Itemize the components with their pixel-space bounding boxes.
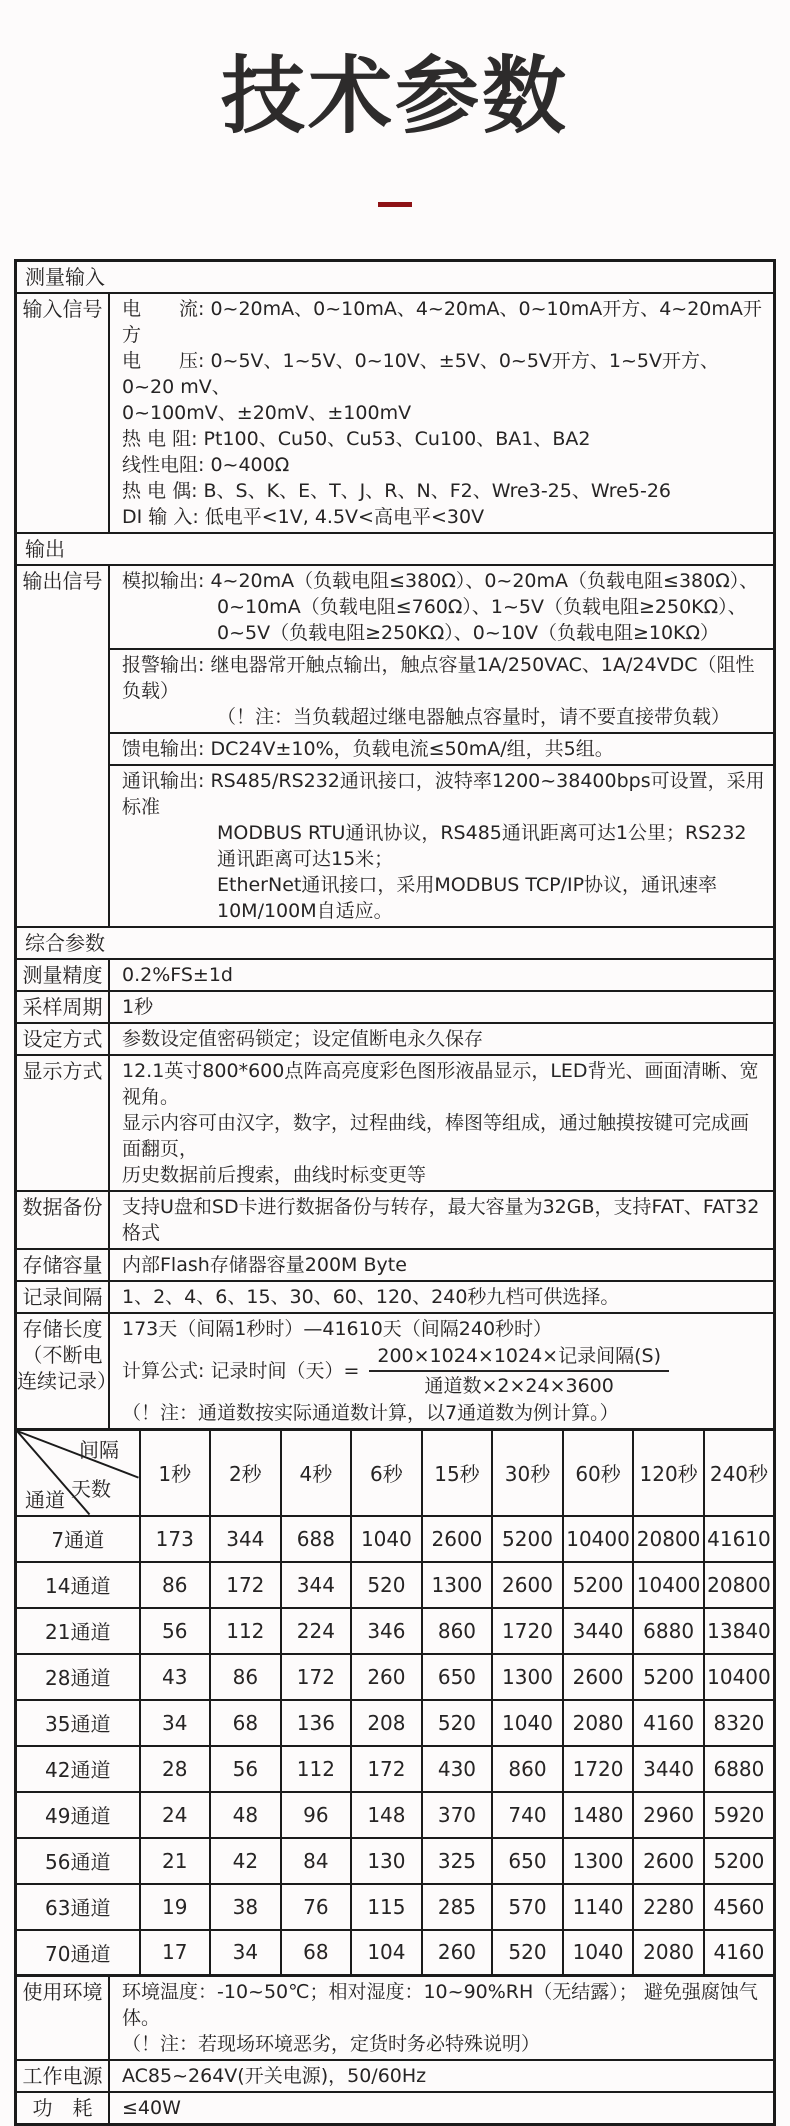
channel-cell: 112 [210, 1608, 281, 1654]
row-setting [17, 1024, 773, 1056]
diag-label-channel: 通道 [25, 1487, 65, 1512]
row-sampling [17, 992, 773, 1024]
channel-cell: 2280 [633, 1884, 704, 1930]
channel-cell: 56 [140, 1608, 211, 1654]
channel-cell: 370 [422, 1792, 493, 1838]
channel-cell: 344 [281, 1562, 352, 1608]
display-line: 历史数据前后搜索，曲线时标变更等 [122, 1164, 427, 1186]
channel-cell: 115 [351, 1884, 422, 1930]
channel-cell: 260 [422, 1930, 493, 1976]
channel-cell: 10400 [563, 1516, 634, 1562]
channel-cell: 2080 [563, 1700, 634, 1746]
channel-cell: 34 [140, 1700, 211, 1746]
channel-cell: 17 [140, 1930, 211, 1976]
page-title: 技术参数 [220, 47, 569, 145]
storage-note: （！注：通道数按实际通道数计算，以7通道数为例计算。） [122, 1402, 619, 1424]
channel-cell: 1300 [422, 1562, 493, 1608]
channel-cell: 1300 [492, 1654, 563, 1700]
channel-cell: 20800 [633, 1516, 704, 1562]
channel-cell: 42 [210, 1838, 281, 1884]
analog-output-line: 模拟输出: 4~20mA（负载电阻≤380Ω）、0~20mA（负载电阻≤380Ω）、 [122, 570, 759, 592]
channel-cell: 5200 [563, 1562, 634, 1608]
channel-cell: 10400 [704, 1654, 775, 1700]
alarm-output-line: 报警输出: 继电器常开触点输出，触点容量1A/250VAC、1A/24VDC（阻性负载） [122, 654, 755, 702]
channel-cell: 520 [492, 1930, 563, 1976]
channel-table-row [16, 1562, 775, 1608]
row-backup [17, 1192, 773, 1250]
sampling-value: 1秒 [122, 996, 154, 1018]
channel-table-row [16, 1792, 775, 1838]
row-environment [17, 1977, 773, 2061]
interval-label: 记录间隔 [17, 1282, 110, 1312]
formula-fraction [369, 1344, 669, 1398]
channel-table-row [16, 1930, 775, 1976]
channel-cell: 48 [210, 1792, 281, 1838]
channel-cell: 2600 [633, 1838, 704, 1884]
accuracy-label: 测量精度 [17, 960, 110, 990]
channel-row-label: 42通道 [16, 1746, 140, 1792]
channel-cell: 520 [422, 1700, 493, 1746]
display-label: 显示方式 [17, 1056, 110, 1190]
channel-row-label: 49通道 [16, 1792, 140, 1838]
row-accuracy [17, 960, 773, 992]
channel-cell: 3440 [633, 1746, 704, 1792]
formula-numerator: 200×1024×1024×记录间隔(S) [369, 1344, 669, 1372]
channel-cell: 2080 [633, 1930, 704, 1976]
channel-cell: 13840 [704, 1608, 775, 1654]
channel-table-body [16, 1516, 775, 1976]
storage-length-label-line: 存储长度 [22, 1317, 103, 1341]
channel-row-label: 7通道 [16, 1516, 140, 1562]
channel-cell: 84 [281, 1838, 352, 1884]
section-header-output: 输出 [17, 534, 773, 566]
row-capacity [17, 1250, 773, 1282]
channel-cell: 325 [422, 1838, 493, 1884]
storage-length-label-line: （不断电 [22, 1343, 103, 1367]
channel-cell: 96 [281, 1792, 352, 1838]
input-signal-label: 输入信号 [17, 294, 110, 532]
channel-table [14, 1428, 776, 1977]
channel-cell: 1040 [563, 1930, 634, 1976]
channel-col-header: 30秒 [492, 1430, 563, 1516]
environment-label: 使用环境 [17, 1977, 110, 2059]
channel-table-row [16, 1746, 775, 1792]
backup-label: 数据备份 [17, 1192, 110, 1248]
channel-cell: 1720 [563, 1746, 634, 1792]
channel-cell: 68 [281, 1930, 352, 1976]
formula-denominator: 通道数×2×24×3600 [424, 1375, 614, 1397]
channel-col-header: 15秒 [422, 1430, 493, 1516]
channel-cell: 346 [351, 1608, 422, 1654]
storage-length-label [17, 1314, 117, 1428]
channel-cell: 4160 [704, 1930, 775, 1976]
channel-cell: 19 [140, 1884, 211, 1930]
row-display [17, 1056, 773, 1192]
channel-cell: 430 [422, 1746, 493, 1792]
channel-cell: 43 [140, 1654, 211, 1700]
consumption-value: ≤40W [122, 2097, 181, 2119]
channel-cell: 1040 [492, 1700, 563, 1746]
channel-cell: 260 [351, 1654, 422, 1700]
row-storage-length [17, 1314, 773, 1428]
storage-length-label-line: 连续记录） [17, 1369, 117, 1393]
feed-output-line: 馈电输出: DC24V±10%，负载电流≤50mA/组，共5组。 [122, 738, 614, 760]
channel-row-label: 21通道 [16, 1608, 140, 1654]
channel-cell: 173 [140, 1516, 211, 1562]
channel-cell: 21 [140, 1838, 211, 1884]
channel-cell: 56 [210, 1746, 281, 1792]
channel-cell: 2960 [633, 1792, 704, 1838]
channel-cell: 1480 [563, 1792, 634, 1838]
interval-value: 1、2、4、6、15、30、60、120、240秒九档可供选择。 [122, 1286, 620, 1308]
channel-cell: 5200 [704, 1838, 775, 1884]
channel-cell: 1720 [492, 1608, 563, 1654]
env-table [14, 1974, 776, 2126]
channel-cell: 1300 [563, 1838, 634, 1884]
analog-output-line: 0~5V（负载电阻≥250KΩ）、0~10V（负载电阻≥10KΩ） [217, 622, 720, 644]
channel-cell: 20800 [704, 1562, 775, 1608]
channel-cell: 5200 [492, 1516, 563, 1562]
input-signal-line: 电 流: 0~20mA、0~10mA、4~20mA、0~10mA开方、4~20mA开方 [122, 298, 762, 346]
channel-table-row [16, 1516, 775, 1562]
setting-label: 设定方式 [17, 1024, 110, 1054]
output-signal-content [110, 566, 773, 926]
channel-row-label: 63通道 [16, 1884, 140, 1930]
channel-col-header: 60秒 [563, 1430, 634, 1516]
environment-line: 环境温度：-10~50℃；相对湿度：10~90%RH（无结露）； 避免强腐蚀气体。 [122, 1981, 758, 2029]
diag-label-interval: 间隔 [79, 1438, 119, 1462]
row-output-signal [17, 566, 773, 928]
channel-cell: 4560 [704, 1884, 775, 1930]
diag-label-days: 天数 [71, 1477, 111, 1501]
comm-output-subrow [110, 766, 773, 926]
row-interval [17, 1282, 773, 1314]
channel-cell: 344 [210, 1516, 281, 1562]
channel-row-label: 56通道 [16, 1838, 140, 1884]
analog-output-subrow [110, 566, 773, 650]
storage-range: 173天（间隔1秒时）—41610天（间隔240秒时） [122, 1318, 553, 1340]
analog-output-line: 0~10mA（负载电阻≤760Ω）、1~5V（负载电阻≥250KΩ）、 [217, 596, 747, 618]
input-signal-line: 热 电 阻: Pt100、Cu50、Cu53、Cu100、BA1、BA2 [122, 428, 591, 450]
channel-cell: 650 [422, 1654, 493, 1700]
channel-cell: 172 [351, 1746, 422, 1792]
input-signal-line: 0~100mV、±20mV、±100mV [122, 402, 412, 424]
channel-cell: 24 [140, 1792, 211, 1838]
channel-cell: 86 [140, 1562, 211, 1608]
input-signal-line: 线性电阻: 0~400Ω [122, 454, 290, 476]
display-content [110, 1056, 773, 1190]
channel-cell: 650 [492, 1838, 563, 1884]
channel-cell: 224 [281, 1608, 352, 1654]
diagonal-header-cell [16, 1430, 140, 1516]
channel-cell: 208 [351, 1700, 422, 1746]
comm-output-line: EtherNet通讯接口，采用MODBUS TCP/IP协议，通讯速率10M/100M自适应。 [217, 874, 718, 922]
output-signal-label: 输出信号 [17, 566, 110, 926]
channel-cell: 172 [210, 1562, 281, 1608]
channel-row-label: 70通道 [16, 1930, 140, 1976]
channel-cell: 10400 [633, 1562, 704, 1608]
capacity-label: 存储容量 [17, 1250, 110, 1280]
row-consumption [17, 2093, 773, 2123]
channel-cell: 688 [281, 1516, 352, 1562]
title-divider [378, 202, 412, 207]
channel-cell: 130 [351, 1838, 422, 1884]
consumption-label: 功 耗 [17, 2093, 110, 2123]
channel-col-header: 120秒 [633, 1430, 704, 1516]
input-signal-content [110, 294, 773, 532]
channel-cell: 740 [492, 1792, 563, 1838]
row-power [17, 2061, 773, 2093]
channel-row-label: 35通道 [16, 1700, 140, 1746]
channel-cell: 41610 [704, 1516, 775, 1562]
channel-cell: 860 [422, 1608, 493, 1654]
channel-table-row [16, 1608, 775, 1654]
channel-cell: 2600 [563, 1654, 634, 1700]
channel-cell: 4160 [633, 1700, 704, 1746]
formula-prefix: 计算公式: 记录时间（天）= [122, 1360, 360, 1382]
power-label: 工作电源 [17, 2061, 110, 2091]
channel-cell: 6880 [633, 1608, 704, 1654]
channel-col-header: 1秒 [140, 1430, 211, 1516]
channel-row-label: 14通道 [16, 1562, 140, 1608]
channel-cell: 6880 [704, 1746, 775, 1792]
channel-cell: 860 [492, 1746, 563, 1792]
channel-cell: 104 [351, 1930, 422, 1976]
channel-cell: 1040 [351, 1516, 422, 1562]
environment-line: （！注：若现场环境恶劣，定货时务必特殊说明） [122, 2033, 541, 2055]
environment-content [110, 1977, 773, 2059]
channel-col-header: 4秒 [281, 1430, 352, 1516]
sampling-label: 采样周期 [17, 992, 110, 1022]
channel-cell: 520 [351, 1562, 422, 1608]
channel-cell: 34 [210, 1930, 281, 1976]
display-line: 显示内容可由汉字，数字，过程曲线，棒图等组成，通过触摸按键可完成画面翻页， [122, 1112, 750, 1160]
channel-table-row [16, 1884, 775, 1930]
alarm-output-line: （！注：当负载超过继电器触点容量时，请不要直接带负载） [217, 706, 731, 728]
accuracy-value: 0.2%FS±1d [122, 964, 233, 986]
channel-col-header: 6秒 [351, 1430, 422, 1516]
display-line: 12.1英寸800*600点阵高亮度彩色图形液晶显示，LED背光、画面清晰、宽视角。 [122, 1060, 759, 1108]
input-signal-line: 热 电 偶: B、S、K、E、T、J、R、N、F2、Wre3-25、Wre5-26 [122, 480, 671, 502]
channel-table-header-row [16, 1430, 775, 1516]
channel-cell: 172 [281, 1654, 352, 1700]
channel-col-header: 2秒 [210, 1430, 281, 1516]
channel-cell: 148 [351, 1792, 422, 1838]
setting-value: 参数设定值密码锁定；设定值断电永久保存 [122, 1028, 484, 1050]
channel-cell: 76 [281, 1884, 352, 1930]
content-area [14, 259, 776, 2126]
section-header-general: 综合参数 [17, 928, 773, 960]
alarm-output-subrow [110, 650, 773, 734]
storage-formula [122, 1344, 765, 1398]
channel-cell: 2600 [422, 1516, 493, 1562]
channel-row-label: 28通道 [16, 1654, 140, 1700]
channel-cell: 28 [140, 1746, 211, 1792]
comm-output-line: MODBUS RTU通讯协议，RS485通讯距离可达1公里；RS232通讯距离可达15米； [217, 822, 747, 870]
channel-cell: 68 [210, 1700, 281, 1746]
channel-cell: 38 [210, 1884, 281, 1930]
backup-value: 支持U盘和SD卡进行数据备份与转存，最大容量为32GB，支持FAT、FAT32格式 [122, 1196, 760, 1244]
channel-cell: 3440 [563, 1608, 634, 1654]
storage-length-content [110, 1314, 773, 1428]
feed-output-subrow [110, 734, 773, 766]
input-signal-line: 电 压: 0~5V、1~5V、0~10V、±5V、0~5V开方、1~5V开方、0~20 mV、 [122, 350, 720, 398]
power-value: AC85~264V(开关电源)，50/60Hz [122, 2065, 427, 2087]
channel-table-row [16, 1700, 775, 1746]
channel-cell: 5920 [704, 1792, 775, 1838]
input-signal-line: DI 输 入: 低电平<1V, 4.5V<高电平<30V [122, 506, 485, 528]
spec-table [14, 259, 776, 1431]
channel-col-header: 240秒 [704, 1430, 775, 1516]
section-header-measure-input: 测量输入 [17, 262, 773, 294]
channel-cell: 285 [422, 1884, 493, 1930]
capacity-value: 内部Flash存储器容量200M Byte [122, 1254, 407, 1276]
channel-cell: 112 [281, 1746, 352, 1792]
channel-cell: 86 [210, 1654, 281, 1700]
channel-cell: 1140 [563, 1884, 634, 1930]
channel-cell: 136 [281, 1700, 352, 1746]
row-input-signal [17, 294, 773, 534]
channel-table-row [16, 1654, 775, 1700]
channel-cell: 5200 [633, 1654, 704, 1700]
channel-table-row [16, 1838, 775, 1884]
channel-cell: 8320 [704, 1700, 775, 1746]
channel-cell: 570 [492, 1884, 563, 1930]
channel-cell: 2600 [492, 1562, 563, 1608]
comm-output-line: 通讯输出: RS485/RS232通讯接口，波特率1200~38400bps可设置，采用标准 [122, 770, 765, 818]
